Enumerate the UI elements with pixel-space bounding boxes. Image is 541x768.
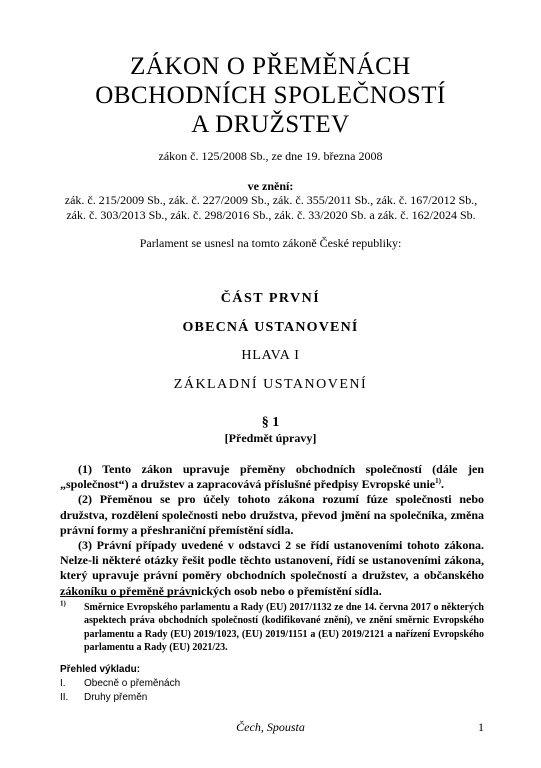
overview-item[interactable] bbox=[60, 691, 180, 705]
part-heading: ČÁST PRVNÍ bbox=[220, 291, 321, 306]
basic-provisions-heading: ZÁKLADNÍ USTANOVENÍ bbox=[173, 377, 368, 392]
overview-item-number: I. bbox=[60, 678, 66, 689]
law-reference: zákon č. 125/2008 Sb., ze dne 19. března 2008 bbox=[158, 149, 383, 163]
parliament-statement: Parlament se usnesl na tomto zákoně České republiky: bbox=[139, 236, 402, 250]
law-title bbox=[0, 52, 541, 139]
footnote-mark: 1) bbox=[60, 599, 66, 608]
overview-item-label: Druhy přeměn bbox=[84, 692, 148, 703]
footnote-divider bbox=[60, 596, 192, 597]
law-title-line-2: OBCHODNÍCH SPOLEČNOSTÍ bbox=[95, 82, 446, 109]
section-body bbox=[60, 462, 484, 599]
law-title-line-3: A DRUŽSTEV bbox=[191, 111, 350, 138]
paragraph-3: (3) Právní případy uvedené v odstavci 2 se řídí ustanoveními tohoto zákona. Nelze-li některé otázky řešit podle těchto ustanovení, řídí se ustanoveními zákona, který upravuje právní poměry obchodních společností a družstev, a občanského zákoníku o přeměně právnických osob nebo o přemístění sídla. bbox=[60, 538, 484, 598]
overview-title: Přehled výkladu: bbox=[60, 664, 141, 675]
page-number: 1 bbox=[478, 720, 484, 734]
overview-section bbox=[60, 663, 180, 705]
paragraph-2: (2) Přeměnou se pro účely tohoto zákona rozumí fúze společnosti nebo družstva, rozdělení společnosti nebo družstva, převod jmění na společníka, změna právní formy a přeshraniční přemístění sídla. bbox=[60, 492, 484, 537]
footnote-text: Směrnice Evropského parlamentu a Rady (EU) 2017/1132 ze dne 14. června 2017 o některých aspektech práva obchodních společností (kodifikované znění), ve znění směrnic Evropského parlamentu a Rady (EU) 2019/1023, (EU) 2019/1151 a (EU) 2019/2121 a nařízení Evropského parlamentu a Rady (EU) 2021/23. bbox=[84, 602, 484, 654]
chapter-heading: HLAVA I bbox=[241, 348, 300, 363]
overview-item-number: II. bbox=[60, 692, 69, 703]
amendments-heading: ve znění: bbox=[247, 179, 294, 193]
overview-item[interactable] bbox=[60, 677, 180, 691]
overview-item-label: Obecně o přeměnách bbox=[84, 678, 181, 689]
paragraph-1: (1) Tento zákon upravuje přeměny obchodních společností (dále jen „společnost“) a družstev a zapracovává příslušné předpisy Evropské unie$^{1)}$. bbox=[60, 462, 484, 492]
footnote bbox=[60, 601, 484, 655]
section-mark: § 1 bbox=[261, 415, 280, 430]
law-title-line-1: ZÁKON O PŘEMĚNÁCH bbox=[130, 53, 411, 80]
footnote-reference[interactable]: 1) bbox=[435, 477, 441, 486]
amendments-list: zák. č. 215/2009 Sb., zák. č. 227/2009 Sb., zák. č. 355/2011 Sb., zák. č. 167/2012 Sb., zák. č. 303/2013 Sb., zák. č. 298/2016 Sb., zák. č. 33/2020 Sb. a zák. č. 162/2024 Sb. bbox=[64, 193, 478, 222]
general-provisions-heading: OBECNÁ USTANOVENÍ bbox=[182, 320, 359, 335]
section-title: [Předmět úpravy] bbox=[224, 431, 317, 445]
footer-authors: Čech, Spousta bbox=[236, 720, 305, 734]
